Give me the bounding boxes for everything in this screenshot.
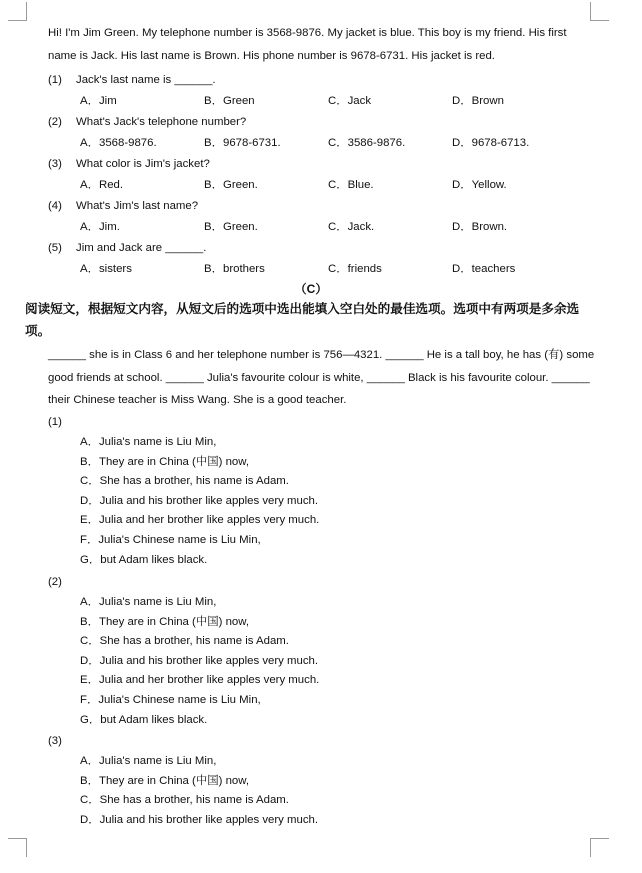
option-b[interactable]: B．Green: [204, 95, 255, 107]
option-b[interactable]: B．Green.: [204, 221, 258, 233]
option-c[interactable]: C．Jack.: [328, 221, 375, 233]
choice-g[interactable]: G．but Adam likes black.: [80, 713, 208, 726]
choice-e[interactable]: E．Julia and her brother like apples very much.: [80, 674, 320, 687]
choice-a[interactable]: A．Julia's name is Liu Min,: [80, 436, 217, 448]
question-a5: [48, 240, 206, 256]
crop-mark-bottom-left: [8, 838, 27, 857]
choice-d[interactable]: D．Julia and his brother like apples very much.: [80, 813, 319, 826]
option-a[interactable]: A．sisters: [80, 263, 132, 275]
question-stem: Jim and Jack are ______.: [76, 242, 207, 254]
section-instructions: 阅读短文，根据短文内容，从短文后的选项中选出能填入空白处的最佳选项。选项中有两项是多余选项。: [25, 301, 580, 338]
option-d[interactable]: D．Brown: [452, 95, 504, 107]
choice-b[interactable]: B．They are in China (中国) now,: [80, 455, 250, 468]
option-d[interactable]: D．teachers: [452, 263, 516, 275]
options-a2: [80, 135, 600, 151]
question-number: (4): [48, 200, 62, 212]
option-c[interactable]: C．friends: [328, 263, 382, 275]
option-d[interactable]: D．Yellow.: [452, 179, 507, 191]
option-a[interactable]: A．Jim.: [80, 221, 120, 233]
choices-c1: [80, 433, 319, 570]
question-stem: What color is Jim's jacket?: [76, 158, 210, 170]
option-a[interactable]: A．Jim: [80, 95, 117, 107]
option-b[interactable]: B．9678-6731.: [204, 137, 281, 149]
question-number: (1): [48, 74, 62, 86]
choice-d[interactable]: D．Julia and his brother like apples very much.: [80, 494, 319, 507]
option-a[interactable]: A．3568-9876.: [80, 137, 157, 149]
option-c[interactable]: C．Jack: [328, 95, 372, 107]
option-d[interactable]: D．9678-6713.: [452, 137, 530, 149]
choice-e[interactable]: E．Julia and her brother like apples very much.: [80, 514, 320, 527]
choice-a[interactable]: A．Julia's name is Liu Min,: [80, 596, 217, 608]
question-c3-number: (3): [48, 735, 62, 747]
question-number: (3): [48, 158, 62, 170]
options-a4: [80, 219, 600, 235]
choices-c2: [80, 593, 319, 730]
crop-mark-top-right: [590, 2, 609, 21]
question-a4: [48, 198, 198, 214]
option-a[interactable]: A．Red.: [80, 179, 124, 191]
options-a1: [80, 93, 600, 109]
choice-d[interactable]: D．Julia and his brother like apples very much.: [80, 654, 319, 667]
section-title: （C）: [294, 282, 328, 296]
option-c[interactable]: C．Blue.: [328, 179, 374, 191]
options-a3: [80, 177, 600, 193]
choice-f[interactable]: F．Julia's Chinese name is Liu Min,: [80, 693, 261, 706]
choices-c3: [80, 752, 318, 830]
options-a5: [80, 261, 600, 277]
choice-c[interactable]: C．She has a brother, his name is Adam.: [80, 794, 289, 807]
choice-c[interactable]: C．She has a brother, his name is Adam.: [80, 635, 289, 648]
question-number: (2): [48, 116, 62, 128]
option-b[interactable]: B．brothers: [204, 263, 265, 275]
choice-a[interactable]: A．Julia's name is Liu Min,: [80, 755, 217, 767]
choice-b[interactable]: B．They are in China (中国) now,: [80, 774, 250, 787]
question-c1-number: (1): [48, 416, 62, 428]
choice-c[interactable]: C．She has a brother, his name is Adam.: [80, 475, 289, 488]
option-d[interactable]: D．Brown.: [452, 221, 508, 233]
option-c[interactable]: C．3586-9876.: [328, 137, 406, 149]
reading-passage-a: Hi! I'm Jim Green. My telephone number is 3568-9876. My jacket is blue. This boy is my friend. His first name is Jack. His last name is Brown. His phone number is 9678-6731. His jacket is red.: [48, 27, 567, 62]
question-stem: What's Jack's telephone number?: [76, 116, 247, 128]
choice-b[interactable]: B．They are in China (中国) now,: [80, 615, 250, 628]
question-c2-number: (2): [48, 576, 62, 588]
crop-mark-top-left: [8, 2, 27, 21]
question-a1: [48, 72, 216, 88]
choice-f[interactable]: F．Julia's Chinese name is Liu Min,: [80, 533, 261, 546]
question-stem: What's Jim's last name?: [76, 200, 199, 212]
question-a3: [48, 156, 210, 172]
crop-mark-bottom-right: [590, 838, 609, 857]
question-number: (5): [48, 242, 62, 254]
question-a2: [48, 114, 246, 130]
reading-passage-c: ______ she is in Class 6 and her telephone number is 756—4321. ______ He is a tall boy, he has (有) some good friends at school. ______ Julia's favourite colour is white, ______ Black is his favourite colour. ______ their Chinese teacher is Miss Wang. She is a good teacher.: [48, 349, 595, 406]
choice-g[interactable]: G．but Adam likes black.: [80, 553, 208, 566]
question-stem: Jack's last name is ______.: [76, 74, 216, 86]
option-b[interactable]: B．Green.: [204, 179, 258, 191]
